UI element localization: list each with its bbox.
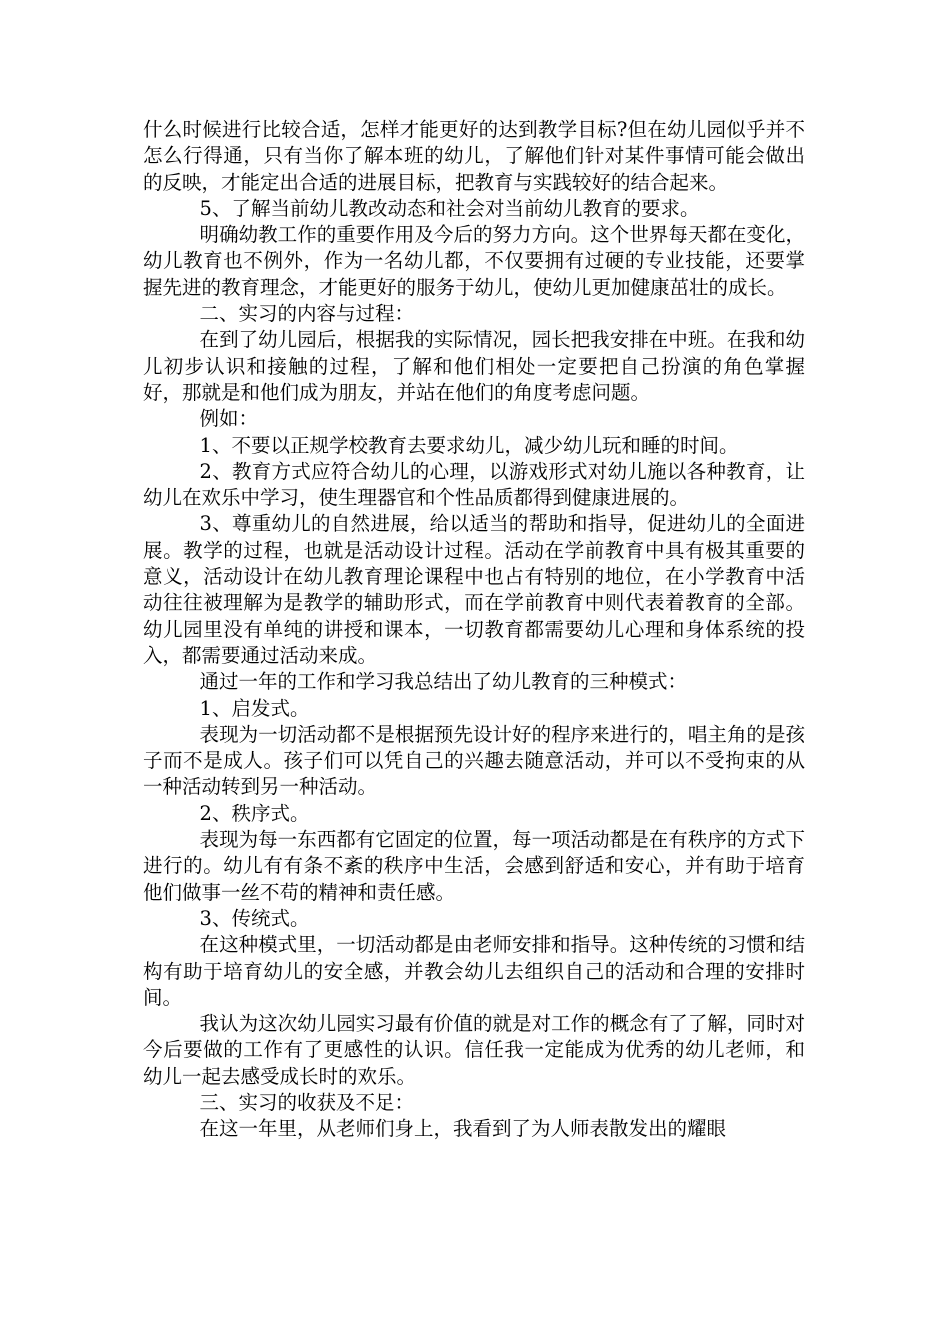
paragraph: 5、了解当前幼儿教改动态和社会对当前幼儿教育的要求。 [199,196,700,220]
paragraph: 在这一年里，从老师们身上，我看到了为人师表散发出的耀眼 [199,1117,727,1141]
paragraph: 明确幼教工作的重要作用及今后的努力方向。这个世界每天都在变化，幼儿教育也不例外，作为一名幼儿都，不仅要拥有过硬的专业技能，还要掌握先进的教育理念，才能更好的服务于幼儿，使幼儿更加健康茁壮的成长。 [143,223,805,299]
list-item: 2、秩序式。 [199,801,310,825]
list-item: 1、启发式。 [199,696,310,720]
paragraph: 表现为一切活动都不是根据预先设计好的程序来进行的，唱主角的是孩子而不是成人。孩子们可以凭自己的兴趣去随意活动，并可以不受拘束的从一种活动转到另一种活动。 [143,722,805,799]
list-item: 3、尊重幼儿的自然进展，给以适当的帮助和指导，促进幼儿的全面进展。教学的过程，也就是活动设计过程。活动在学前教育中具有极其重要的意义，活动设计在幼儿教育理论课程中也占有特别的地位，在小学教育中活动往往被理解为是教学的辅助形式，而在学前教育中则代表着教育的全部。幼儿园里没有单纯的讲授和课本，一切教育都需要幼儿心理和身体系统的投入，都需要通过活动来成。 [143,512,805,667]
section-heading: 三、实习的收获及不足： [199,1090,415,1114]
paragraph: 在到了幼儿园后，根据我的实际情况，园长把我安排在中班。在我和幼儿初步认识和接触的过程，了解和他们相处一定要把自己扮演的角色掌握好，那就是和他们成为朋友，并站在他们的角度考虑问题。 [143,328,805,404]
paragraph: 例如： [199,407,259,431]
paragraph: 表现为每一东西都有它固定的位置，每一项活动都是在有秩序的方式下进行的。幼儿有有条不紊的秩序中生活，会感到舒适和安心，并有助于培育他们做事一丝不苟的精神和责任感。 [143,828,805,904]
paragraph: 在这种模式里，一切活动都是由老师安排和指导。这种传统的习惯和结构有助于培育幼儿的安全感，并教会幼儿去组织自己的活动和合理的安排时间。 [143,933,805,1009]
list-item: 1、不要以正规学校教育去要求幼儿，减少幼儿玩和睡的时间。 [199,433,739,457]
list-item: 2、教育方式应符合幼儿的心理，以游戏形式对幼儿施以各种教育，让幼儿在欢乐中学习，使生理器官和个性品质都得到健康进展的。 [143,459,805,510]
paragraph: 我认为这次幼儿园实习最有价值的就是对工作的概念有了了解，同时对今后要做的工作有了更感性的认识。信任我一定能成为优秀的幼儿老师，和幼儿一起去感受成长时的欢乐。 [143,1012,805,1088]
list-item: 3、传统式。 [199,906,310,930]
paragraph: 什么时候进行比较合适，怎样才能更好的达到教学目标?但在幼儿园似乎并不怎么行得通，只有当你了解本班的幼儿，了解他们针对某件事情可能会做出的反映，才能定出合适的进展目标，把教育与实践较好的结合起来。 [143,118,805,194]
section-heading: 二、实习的内容与过程： [199,302,415,326]
document-page [143,117,805,1143]
paragraph: 通过一年的工作和学习我总结出了幼儿教育的三种模式： [199,670,688,694]
